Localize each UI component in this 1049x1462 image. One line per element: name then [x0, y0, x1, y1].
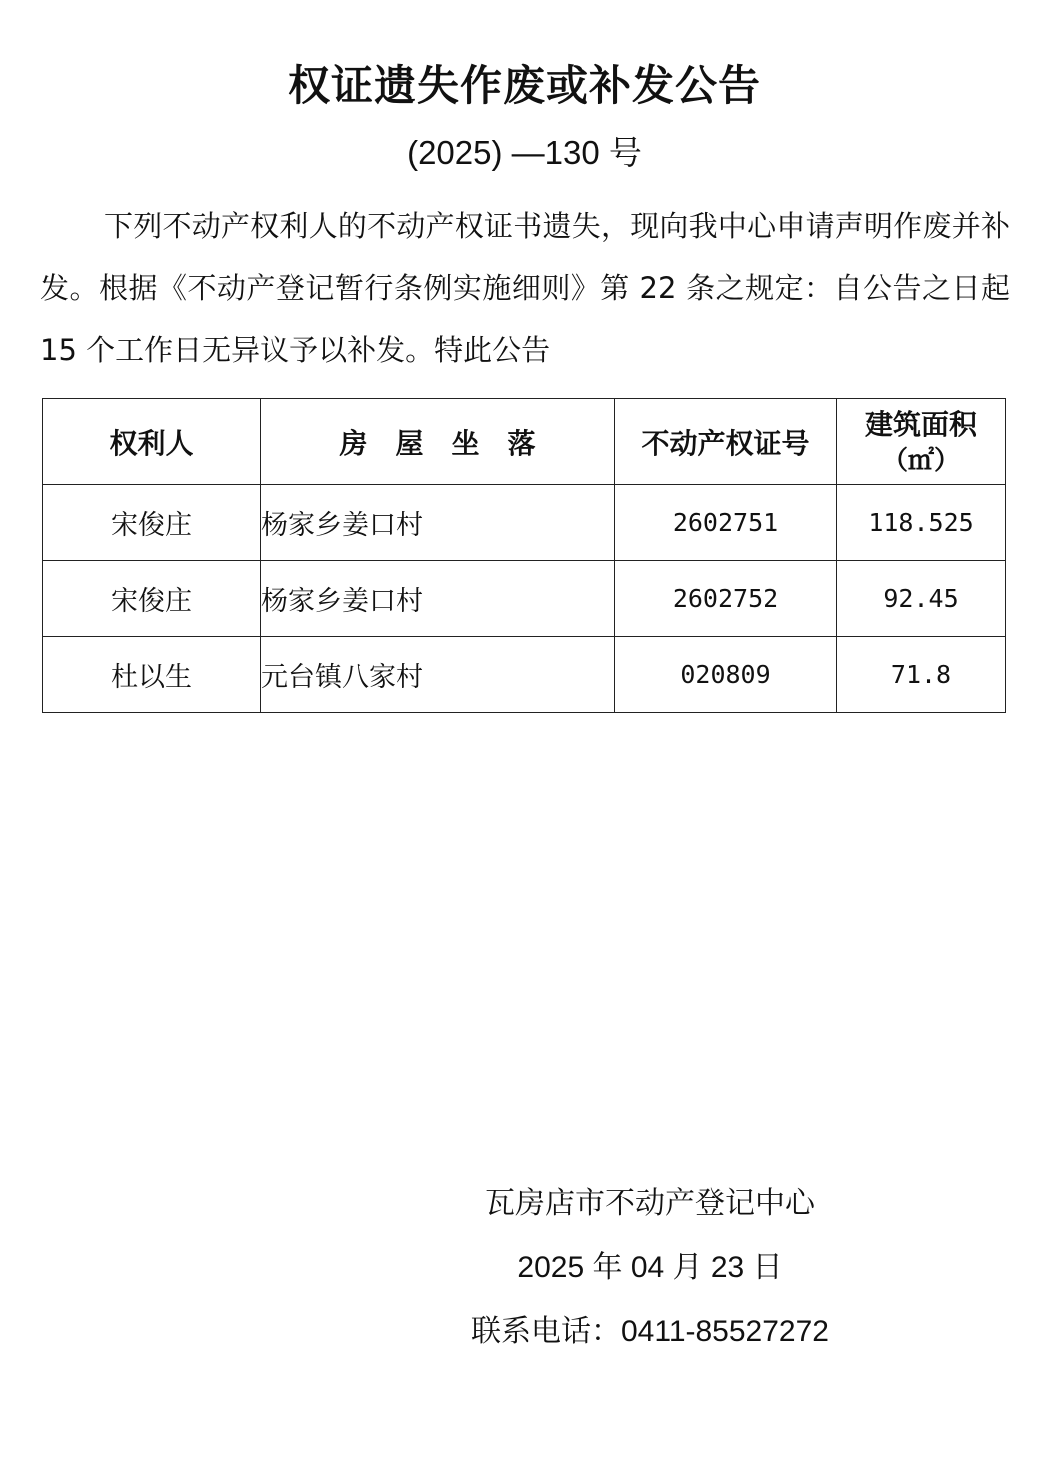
header-location: 房 屋 坐 落 — [261, 399, 615, 485]
notice-number: (2025) —130 号 — [407, 134, 642, 171]
header-owner: 权利人 — [43, 399, 261, 485]
header-cert-no: 不动产权证号 — [615, 399, 837, 485]
table-row — [43, 637, 1006, 713]
cell-area — [837, 637, 1006, 713]
cell-cert-no — [615, 561, 837, 637]
notice-title: 权证遗失作废或补发公告 — [287, 61, 761, 110]
cert-no-value: 2602751 — [672, 508, 779, 537]
issue-date: 2025 年 04 月 23 日 — [517, 1251, 783, 1284]
table-header-row — [43, 399, 1006, 485]
cell-area — [837, 561, 1006, 637]
table-header — [43, 399, 1006, 485]
cell-cert-no — [615, 637, 837, 713]
header-area-label: 建筑面积 — [864, 407, 977, 441]
cell-location: 杨家乡姜口村 — [261, 485, 615, 561]
area-value: 118.525 — [868, 508, 974, 537]
cell-location: 杨家乡姜口村 — [261, 561, 615, 637]
cell-location: 元台镇八家村 — [261, 637, 615, 713]
cert-no-value: 020809 — [680, 660, 771, 689]
cell-owner: 杜以生 — [43, 637, 261, 713]
notice-body: 下列不动产权利人的不动产权证书遗失，现向我中心申请声明作废并补发。根据《不动产登记暂行条例实施细则》第 22 条之规定：自公告之日起 15 个工作日无异议予以补发。特此公告 — [40, 209, 1010, 367]
area-value: 92.45 — [883, 584, 959, 613]
table-row — [43, 485, 1006, 561]
cell-owner: 宋俊庄 — [43, 485, 261, 561]
cell-area — [837, 485, 1006, 561]
header-area — [837, 399, 1006, 485]
issuer-name: 瓦房店市不动产登记中心 — [485, 1187, 815, 1220]
table-body — [43, 485, 1006, 713]
cert-no-value: 2602752 — [672, 584, 779, 613]
area-value: 71.8 — [890, 660, 952, 689]
notice-footer — [420, 1172, 880, 1364]
header-area-unit: （㎡） — [881, 445, 960, 476]
cell-cert-no — [615, 485, 837, 561]
cell-owner: 宋俊庄 — [43, 561, 261, 637]
table-row — [43, 561, 1006, 637]
contact-phone: 联系电话：0411-85527272 — [471, 1315, 829, 1348]
lost-certificate-table — [42, 398, 1006, 713]
